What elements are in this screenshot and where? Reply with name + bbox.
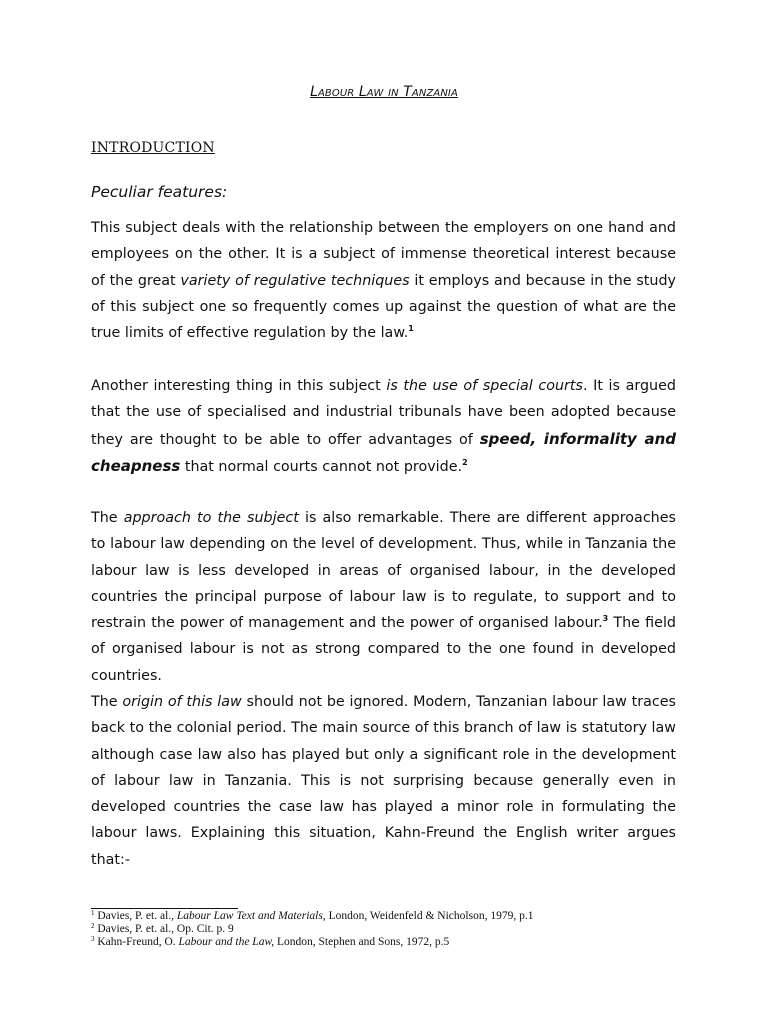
paragraph-text: The <box>91 510 124 526</box>
paragraph-text: The <box>91 694 123 710</box>
footnote-ref: 3 <box>602 614 609 624</box>
subheading: Peculiar features: <box>91 183 228 201</box>
footnote-italic: Labour and the Law, <box>178 936 275 948</box>
paragraph-text: . It is argued that the use of specialised and industrial tribunals have been adopted because they are thought to be able to offer advantages of <box>91 378 676 448</box>
emphasis-text: variety of regulative techniques <box>180 272 410 289</box>
paragraph-4 <box>91 689 676 873</box>
document-title: Labour Law in Tanzania <box>310 84 458 100</box>
paragraph-text: is also remarkable. There are different approaches to labour law depending on the level of development. Thus, while in Tanzania the labour law is less developed in areas of organised labour, in the developed countries the principal purpose of labour law is to regulate, to support and to restrain the power of management and the power of organised labour. <box>91 510 676 632</box>
paragraph-text: The field of organised labour is not as strong compared to the one found in developed countries. <box>91 615 677 684</box>
paragraph-text: should not be ignored. Modern, Tanzanian labour law traces back to the colonial period. The main source of this branch of law is statutory law although case law also has played but only a significant role in the development of labour law in Tanzania. This is not surprising because generally even in developed countries the case law has played a minor role in formulating the labour laws. Explaining this situation, Kahn-Freund the English writer argues that:- <box>91 694 676 868</box>
footnote-number: 2 <box>91 922 95 930</box>
footnote-text: Davies, P. et. al., Op. Cit. p. 9 <box>97 923 234 935</box>
strong-emphasis-text: speed, informality and cheapness <box>91 429 676 475</box>
emphasis-text: origin of this law <box>122 694 242 710</box>
footnote-text: London, Stephen and Sons, 1972, p.5 <box>274 936 450 948</box>
footnote-italic: Labour Law Text and Materials, <box>176 910 326 922</box>
paragraph-2 <box>91 373 676 480</box>
footnotes <box>91 910 691 949</box>
paragraph-text: This subject deals with the relationship between the employers on one hand and employees on the other. It is a subject of immense theoretical interest because of the great <box>91 220 676 289</box>
footnote-number: 3 <box>91 935 95 943</box>
footnote-text: London, Weidenfeld & Nicholson, 1979, p.1 <box>325 910 534 922</box>
section-heading: INTRODUCTION <box>91 140 215 156</box>
paragraph-1 <box>91 215 676 346</box>
emphasis-text: approach to the subject <box>123 510 299 526</box>
footnote-divider <box>91 908 238 909</box>
emphasis-text: is the use of special courts <box>386 378 583 394</box>
footnote <box>91 936 691 949</box>
footnote <box>91 910 691 923</box>
paragraph-3 <box>91 505 676 689</box>
footnote-ref: 1 <box>408 324 414 334</box>
footnote-ref: 2 <box>462 457 468 467</box>
paragraph-text: it employs and because in the study of this subject one so frequently comes up against the question of what are the true limits of effective regulation by the law. <box>91 272 676 342</box>
paragraph-text: Another interesting thing in this subject <box>91 378 387 394</box>
footnote <box>91 923 691 936</box>
footnote-text: Davies, P. et. al., <box>97 910 177 922</box>
paragraph-text: that normal courts cannot not provide. <box>180 458 463 475</box>
footnote-number: 1 <box>91 909 95 917</box>
footnote-text: Kahn-Freund, O. <box>97 936 179 948</box>
